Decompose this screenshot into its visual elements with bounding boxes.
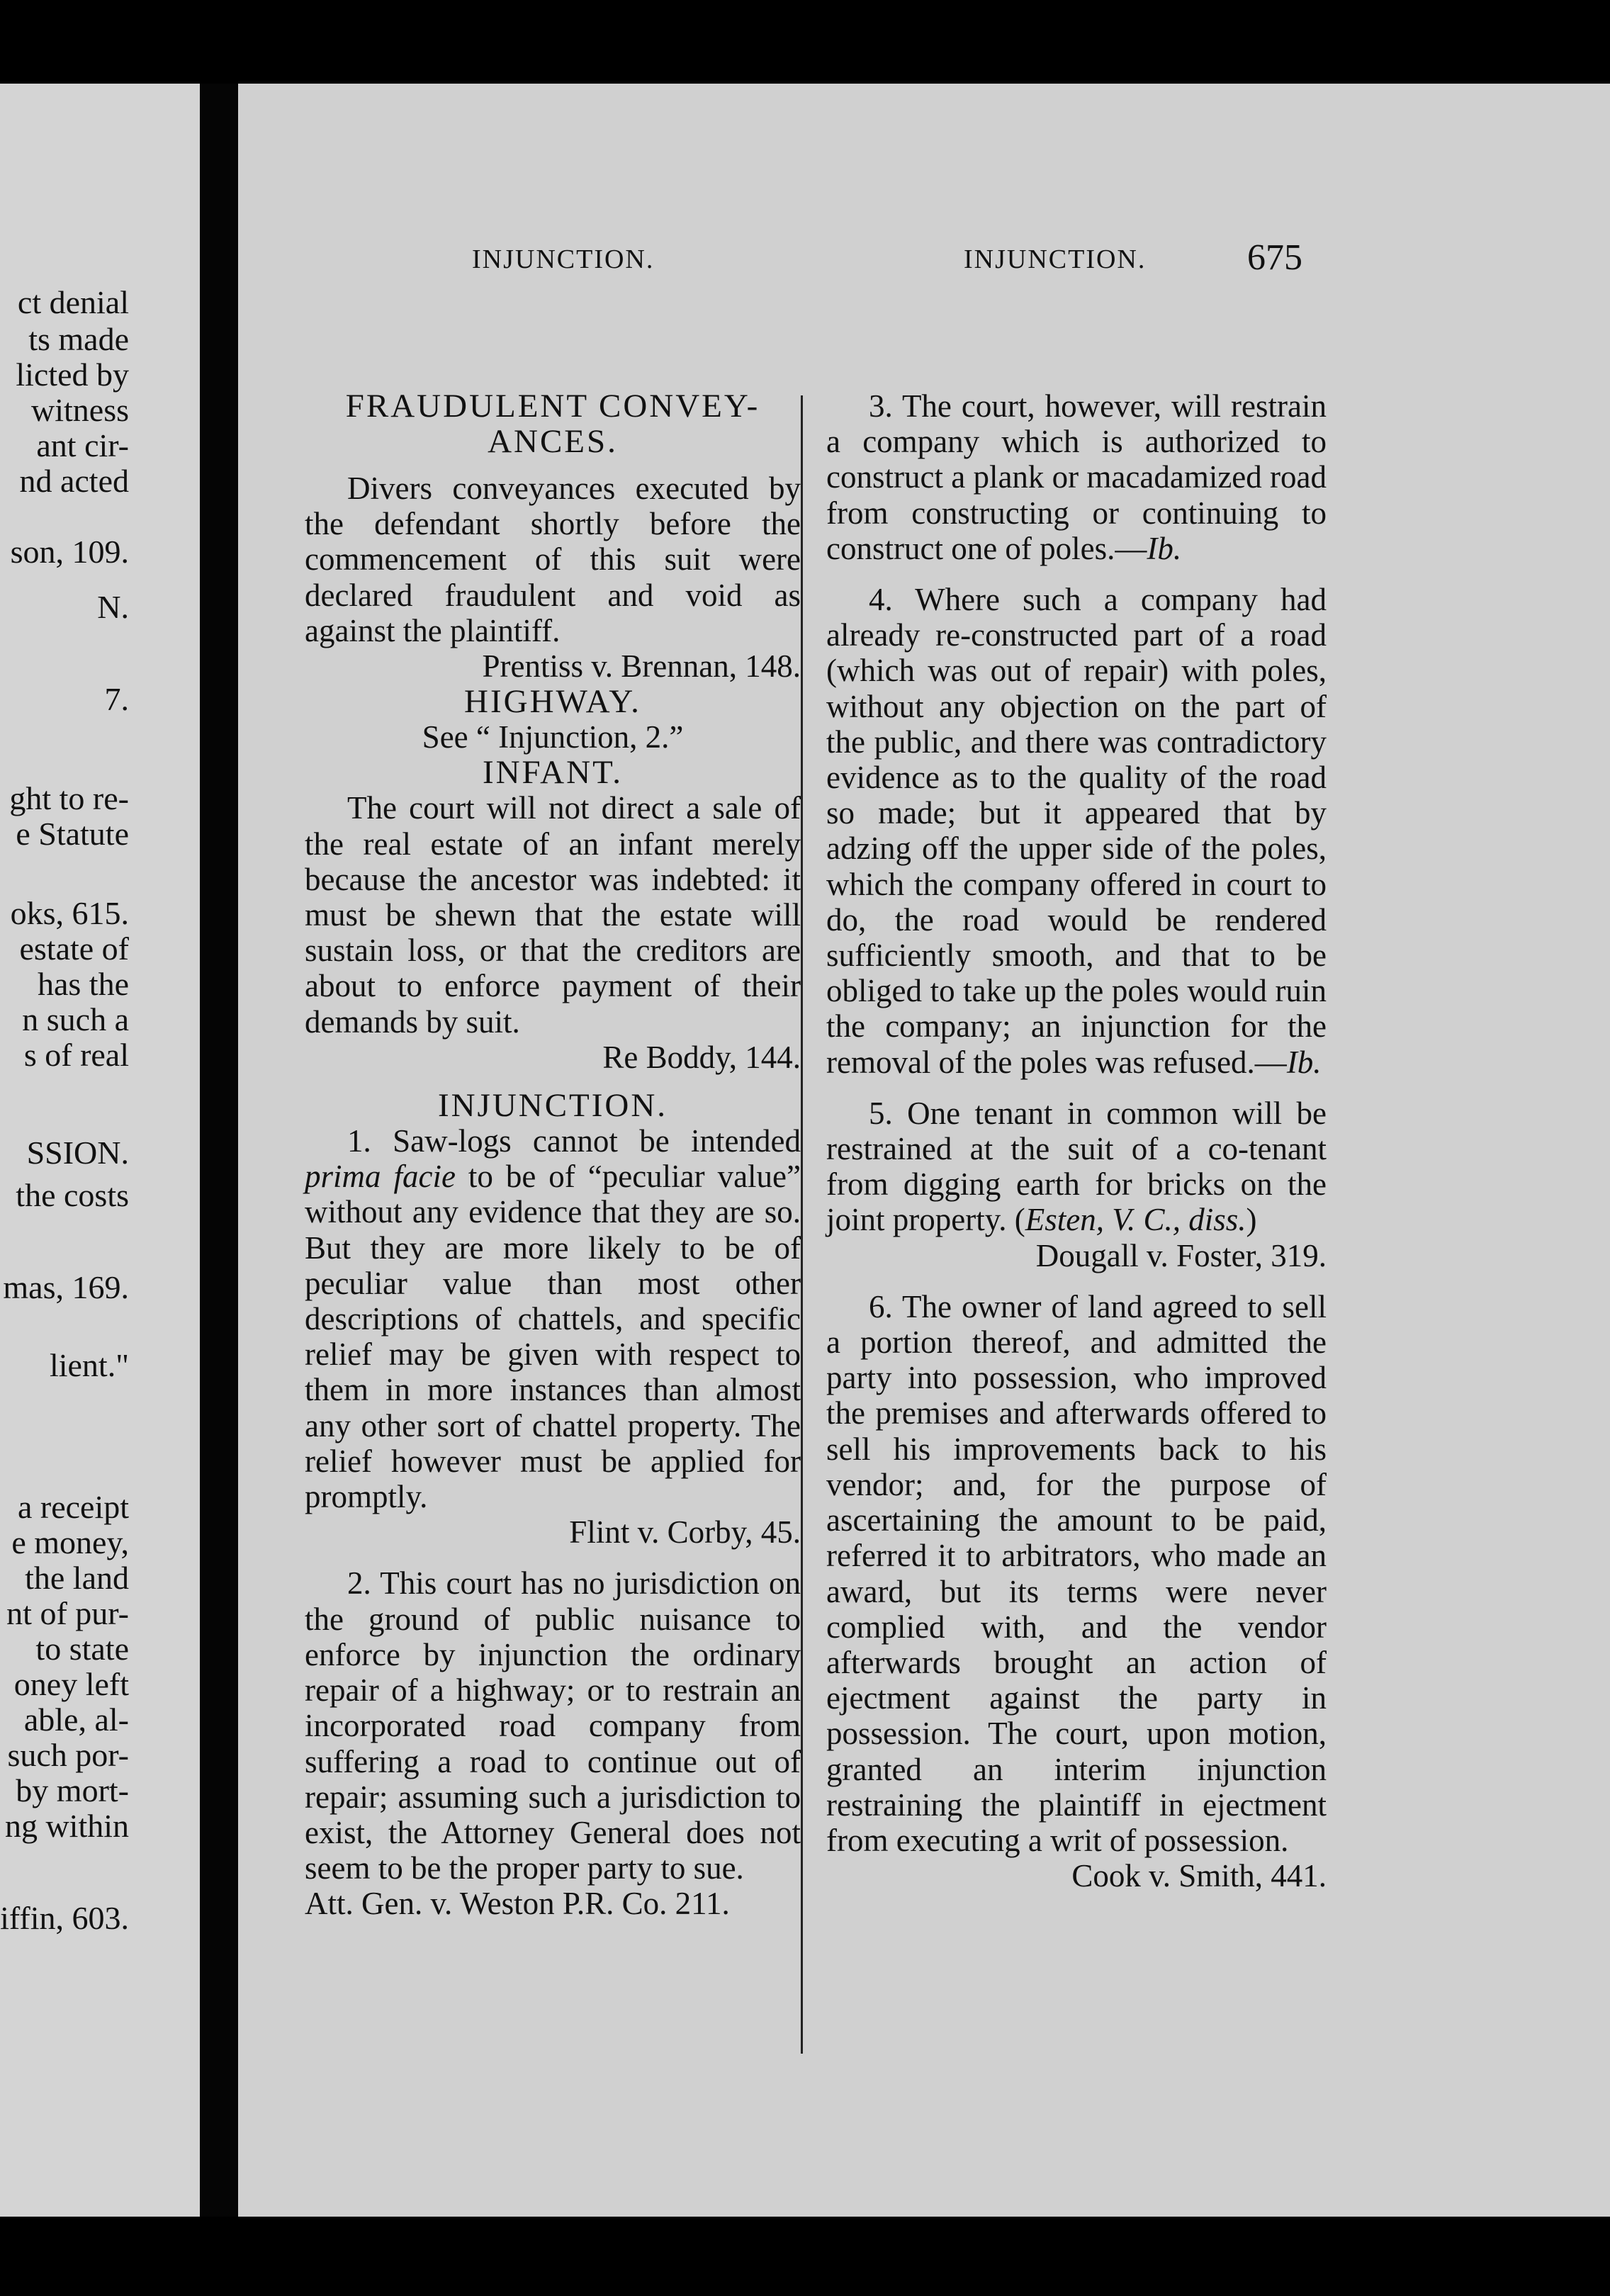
heading-fraudulent-conveyances [305,388,801,459]
facing-page-line: able, al- [23,1701,129,1738]
facing-page-line: estate of [19,930,129,967]
para1-text-end: to be of “peculiar value” without any evidence that they are so. But they are more likely to be of peculiar value than most other descriptions of chattels, and specific relief may be given with respect to them in more instances than almost any other sort of chattel property. The relief however must be applied for promptly. [305,1159,801,1515]
injunction-paragraph-1 [305,1123,801,1514]
facing-page-line: witness [31,392,129,428]
para5-text: 5. One tenant in common will be restrained at the suit of a co-tenant from digging earth for bricks on the joint property. ( [826,1095,1327,1238]
injunction-citation-6: Cook v. Smith, 441. [1071,1858,1327,1894]
facing-page-line: ct denial [17,284,129,320]
fraudulent-citation: Prentiss v. Brennan, 148. [482,648,801,685]
para4-text: 4. Where such a company had already re-constructed part of a road (which was out of repair) with poles, without any objection on the part of the public, and there was contradictory evidence as to the quality of the road so made; but it appeared that by adzing off the upper side of the poles, which the company offered in court to do, the road would be rendered sufficiently smooth, and that to be obliged to take up the poles would ruin the company; an injunction for the removal of the poles was refused.— [826,582,1327,1080]
bottom-margin [0,2217,1610,2296]
facing-page-line: nt of pur- [6,1595,129,1631]
page-number: 675 [1247,237,1302,278]
facing-page-line: ght to re- [9,780,129,816]
facing-page-line: oney left [13,1666,129,1702]
injunction-citation-2: Att. Gen. v. Weston P.R. Co. 211. [305,1886,730,1922]
infant-citation: Re Boddy, 144. [602,1039,801,1075]
facing-page-line: iffin, 603. [0,1900,129,1936]
highway-cross-reference: See “ Injunction, 2.” [422,719,684,755]
facing-page-line: e money, [11,1524,129,1560]
facing-page-line: 7. [104,681,129,717]
injunction-paragraph-5 [826,1096,1327,1238]
facing-page-line: oks, 615. [10,895,129,931]
para5-close: ) [1246,1202,1257,1238]
facing-page-line: a receipt [17,1489,129,1525]
facing-page-line: by mort- [16,1772,129,1808]
facing-page-line: son, 109. [10,534,129,570]
facing-page-line: ng within [4,1808,129,1844]
facing-page-line: licted by [16,356,129,393]
heading-injunction: INJUNCTION. [437,1087,668,1125]
injunction-citation-5: Dougall v. Foster, 319. [1035,1237,1327,1273]
running-head-right: INJUNCTION. [964,244,1147,274]
injunction-paragraph-6: 6. The owner of land agreed to sell a portion thereof, and admitted the party into possession, who improved the premises and afterwards offered to sell his improvements back to his vendor; and, for the purpose of ascertaining the amount to be paid, referred it to arbitrators, who made an award, but its terms were never complied with, and the vendor afterwards brought an action of ejectment against the party in possession. The court, upon motion, granted an interim injunction restraining the plaintiff in ejectment from executing a writ of possession. [826,1288,1327,1858]
facing-page-line: s of real [23,1037,129,1073]
para3-ib: Ib. [1147,530,1182,566]
facing-page-line: SSION. [26,1135,129,1171]
facing-page-line: ts made [28,321,129,357]
facing-page-line: N. [97,589,129,625]
injunction-citation-1: Flint v. Corby, 45. [569,1514,801,1551]
facing-page-fragment [0,84,200,2217]
heading-line-1: FRAUDULENT CONVEY- [345,388,760,424]
heading-infant: INFANT. [482,754,624,792]
infant-paragraph: The court will not direct a sale of the real estate of an infant merely because the ancestor was indebted: it must be shewn that the estate will sustain loss, or that the creditors are about to enforce payment of their demands by suit. [305,790,801,1040]
facing-page-line: has the [37,966,129,1002]
heading-highway: HIGHWAY. [464,683,641,721]
facing-page-line: nd acted [19,463,129,499]
facing-page-line: ant cir- [36,427,129,463]
para5-italic: Esten, V. C., diss. [1025,1202,1246,1238]
para1-text-start: 1. Saw-logs cannot be intended [347,1123,801,1159]
para3-text: 3. The court, however, will restrain a company which is authorized to construct a plank or macadamized road from constructing or continuing to construct one of poles.— [826,388,1327,566]
facing-page-line: lient." [49,1347,129,1383]
book-page [238,84,1610,2217]
facing-page-line: such por- [7,1737,129,1773]
spine-shadow [200,84,238,2217]
running-head-left: INJUNCTION. [472,244,655,274]
fraudulent-paragraph: Divers conveyances executed by the defendant shortly before the commencement of this suit were declared fraudulent and void as against the plaintiff. [305,471,801,648]
column-rule [801,395,803,2054]
facing-page-line: to state [35,1631,129,1667]
left-column [305,388,801,1922]
para4-ib: Ib. [1286,1044,1322,1080]
facing-page-line: the land [25,1560,129,1596]
injunction-paragraph-2: 2. This court has no jurisdiction on the ground of public nuisance to enforce by injunction the ordinary repair of a highway; or to restrain an incorporated road company from suffering a road to continue out of repair; assuming such a jurisdiction to exist, the Attorney General does not seem to be the proper party to sue. [305,1565,801,1886]
para1-italic: prima facie [305,1159,456,1195]
right-column [826,388,1327,1893]
injunction-paragraph-4 [826,582,1327,1080]
facing-page-line: n such a [22,1001,129,1037]
injunction-paragraph-3 [826,388,1327,566]
facing-page-line: the costs [16,1177,129,1213]
facing-page-line: e Statute [16,816,129,852]
facing-page-line: mas, 169. [3,1269,129,1305]
heading-line-2: ANCES. [488,423,618,460]
